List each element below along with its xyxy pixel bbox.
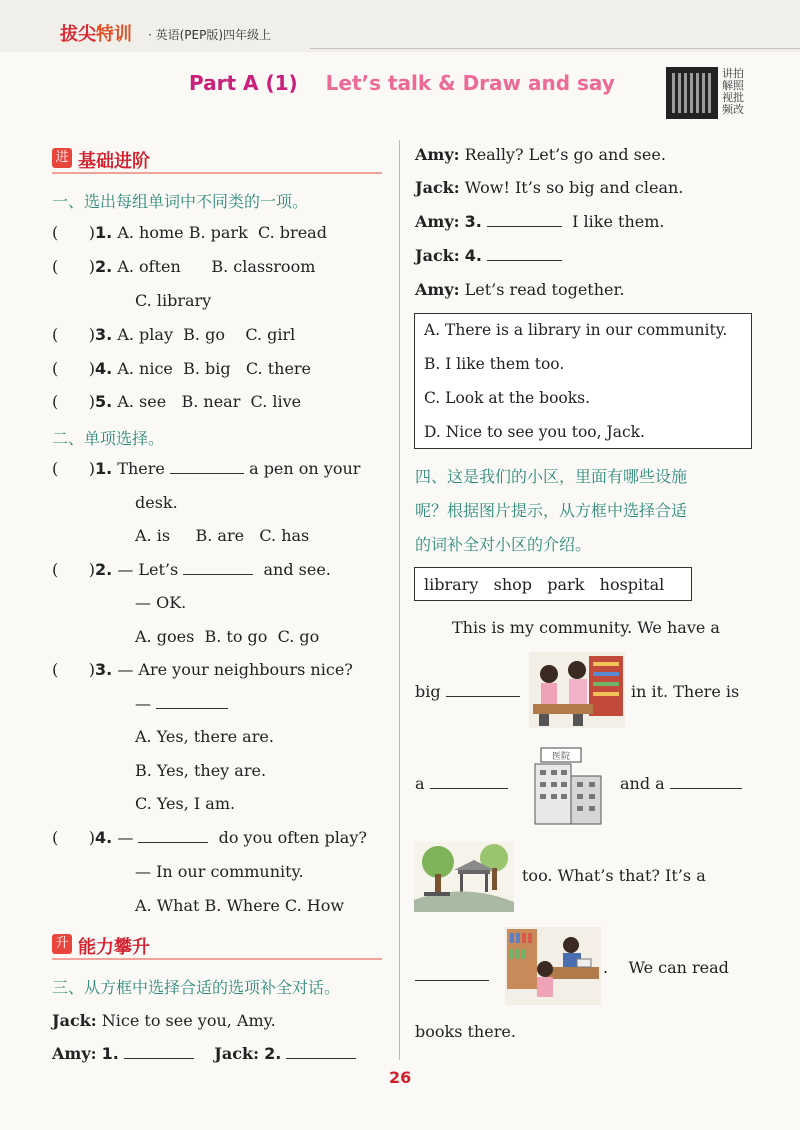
q1-item-2-option-c: C. library [135,291,212,310]
q4-line-in-it: in it. There is [631,682,740,701]
q4-heading-line-1: 四、这是我们的小区，里面有哪些设施 [415,467,688,486]
q4-line-too: too. What’s that? It’s a [522,866,706,885]
q2-heading: 二、单项选择。 [52,429,165,448]
brand-logo: 拔尖特训 [60,24,132,45]
q1-item-3: ( )3. A. play B. go C. girl [52,325,296,344]
dialog-line-1: Amy: Really? Let’s go and see. [415,145,666,164]
q3-option-d: D. Nice to see you too, Jack. [424,423,645,441]
q3-option-b: B. I like them too. [424,355,565,373]
section-basic-icon: 进 [52,148,72,168]
q2-item-3-option-a: A. Yes, there are. [135,727,274,746]
q2-item-2-options: A. goes B. to go C. go [135,627,320,646]
q1-item-2: ( )2. A. often B. classroom [52,257,316,276]
word-bank: library shop park hospital [424,575,665,594]
q3-option-a: A. There is a library in our community. [424,321,728,339]
q4-heading-line-2: 呢？根据图片提示，从方框中选择合适 [415,501,688,520]
dialog-line-3: Amy: 3. I like them. [415,212,665,231]
answer-blank[interactable] [138,828,208,843]
q4-line-and-a: and a [620,774,742,793]
answer-blank[interactable] [487,246,562,261]
qr-code-icon[interactable] [666,67,718,119]
page-number: 26 [389,1068,412,1087]
answer-blank[interactable] [170,459,244,474]
q3-option-c: C. Look at the books. [424,389,591,407]
q2-item-2-reply: — OK. [135,593,187,612]
section-advance-heading: 能力攀升 [78,937,150,958]
q2-item-4-reply: — In our community. [135,862,304,881]
hospital-image [527,746,607,828]
answer-blank[interactable] [415,966,489,981]
q3-line-2: Amy: 1. Jack: 2. [52,1044,356,1063]
q1-item-5: ( )5. A. see B. near C. live [52,392,302,411]
dialog-line-4: Jack: 4. [415,246,562,265]
q2-item-3: ( )3. — Are your neighbours nice? [52,660,353,679]
q2-item-1: ( )1. There a pen on your [52,459,361,478]
q3-heading: 三、从方框中选择合适的选项补全对话。 [52,978,341,997]
q4-line-we-can-read: . We can read [603,958,729,977]
subject-label: · 英语(PEP版)四年级上 [148,28,272,42]
answer-blank[interactable] [670,774,742,789]
q2-item-4: ( )4. — do you often play? [52,828,367,847]
qr-caption: 讲拍解照视批频改 [722,67,744,116]
q2-item-3-option-c: C. Yes, I am. [135,794,236,813]
q1-item-1: ( )1. A. home B. park C. bread [52,223,327,242]
answer-blank[interactable] [124,1044,194,1059]
q1-heading: 一、选出每组单词中不同类的一项。 [52,192,309,211]
park-image [414,842,514,912]
q2-item-1-options: A. is B. are C. has [135,526,310,545]
q4-line-a: a [415,774,508,793]
q4-line-books: books there. [415,1022,516,1041]
answer-blank[interactable] [487,212,562,227]
q2-item-2: ( )2. — Let’s and see. [52,560,331,579]
dialog-line-2: Jack: Wow! It’s so big and clean. [415,178,684,197]
q4-heading-line-3: 的词补全对小区的介绍。 [415,535,592,554]
q4-line-big: big [415,682,520,701]
q2-item-4-options: A. What B. Where C. How [135,896,345,915]
q2-item-1-cont: desk. [135,493,178,512]
q2-item-3-reply: — [135,694,228,713]
section-basic-underline [52,172,382,174]
q4-intro: This is my community. We have a [452,618,720,637]
section-advance-icon: 升 [52,934,72,954]
hospital-sign-text: 医院 [551,752,571,762]
q3-line-1: Jack: Nice to see you, Amy. [52,1011,276,1030]
library-image [505,927,601,1005]
shop-image [529,652,625,728]
answer-blank[interactable] [286,1044,356,1059]
answer-blank[interactable] [430,774,508,789]
answer-blank[interactable] [446,682,520,697]
column-divider [399,140,400,1060]
section-advance-underline [52,958,382,960]
page-title: Part A (1) Let’s talk & Draw and say [189,71,615,95]
section-basic-heading: 基础进阶 [78,151,150,172]
q4-line-blank [415,966,489,985]
header-divider [310,48,800,49]
answer-blank[interactable] [156,694,228,709]
q1-item-4: ( )4. A. nice B. big C. there [52,359,312,378]
answer-blank[interactable] [183,560,253,575]
dialog-line-5: Amy: Let’s read together. [415,280,625,299]
q2-item-3-option-b: B. Yes, they are. [135,761,267,780]
